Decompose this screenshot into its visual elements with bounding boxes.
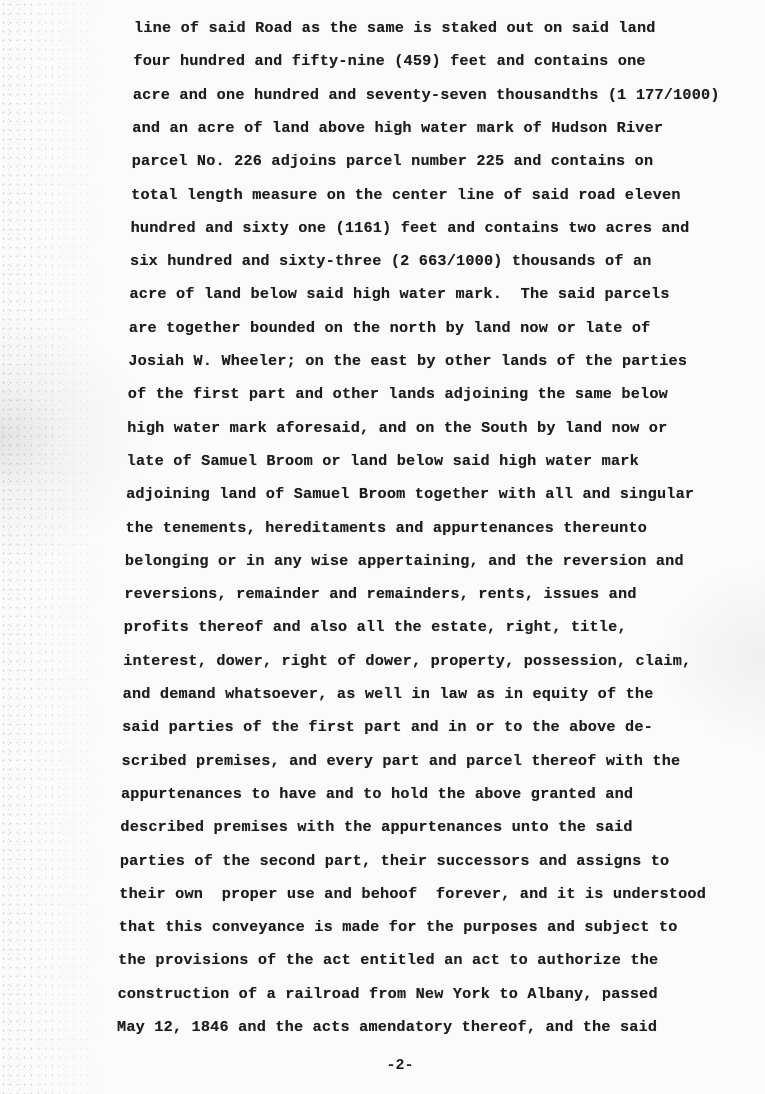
text-line: parcel No. 226 adjoins parcel number 225 and contains on <box>131 152 654 171</box>
text-line: the provisions of the act entitled an act to authorize the <box>118 951 659 970</box>
text-line: their own proper use and behoof forever, and it is understood <box>119 884 707 903</box>
text-line: six hundred and sixty-three (2 663/1000) thousands of an <box>130 252 652 271</box>
text-line: total length measure on the center line of said road eleven <box>131 185 681 204</box>
text-line: construction of a railroad from New York to Albany, passed <box>117 984 658 1003</box>
text-line: are together bounded on the north by land now or late of <box>128 318 651 337</box>
scan-edge-noise <box>0 0 110 1094</box>
text-line: of the first part and other lands adjoining the same below <box>127 385 668 404</box>
text-line: belonging or in any wise appertaining, and the reversion and <box>124 551 684 570</box>
text-line: and demand whatsoever, as well in law as in equity of the <box>122 685 654 703</box>
text-line: hundred and sixty one (1161) feet and contains two acres and <box>130 218 690 237</box>
page-number: -2- <box>386 1057 414 1074</box>
text-line: Josiah W. Wheeler; on the east by other lands of the parties <box>128 352 688 370</box>
text-line: profits thereof and also all the estate, right, title, <box>123 618 627 637</box>
text-line: and an acre of land above high water mark of Hudson River <box>132 118 664 137</box>
text-line: scribed premises, and every part and parcel thereof with the <box>121 751 681 770</box>
text-line: reversions, remainder and remainders, rents, issues and <box>124 585 637 604</box>
text-line: interest, dower, right of dower, property, possession, claim, <box>123 651 692 670</box>
text-line: said parties of the first part and in or to the above de- <box>122 718 653 737</box>
text-line: acre of land below said high water mark. The said parcels <box>129 285 670 304</box>
text-line: line of said Road as the same is staked out on said land <box>134 19 656 37</box>
text-line: described premises with the appurtenances unto the said <box>120 818 633 837</box>
text-line: May 12, 1846 and the acts amendatory thereof, and the said <box>117 1018 658 1036</box>
text-line: that this conveyance is made for the purposes and subject to <box>118 918 678 937</box>
text-line: acre and one hundred and seventy-seven thousandths (1 177/1000) <box>132 85 720 104</box>
text-line: the tenements, hereditaments and appurtenances thereunto <box>125 518 648 537</box>
text-line: parties of the second part, their successors and assigns to <box>119 851 670 870</box>
text-line: adjoining land of Samuel Broom together with all and singular <box>126 485 695 504</box>
text-line: late of Samuel Broom or land below said high water mark <box>126 451 639 470</box>
text-line: appurtenances to have and to hold the above granted and <box>120 784 634 803</box>
text-line: four hundred and fifty-nine (459) feet and contains one <box>133 52 646 71</box>
text-line: high water mark aforesaid, and on the South by land now or <box>127 418 668 437</box>
